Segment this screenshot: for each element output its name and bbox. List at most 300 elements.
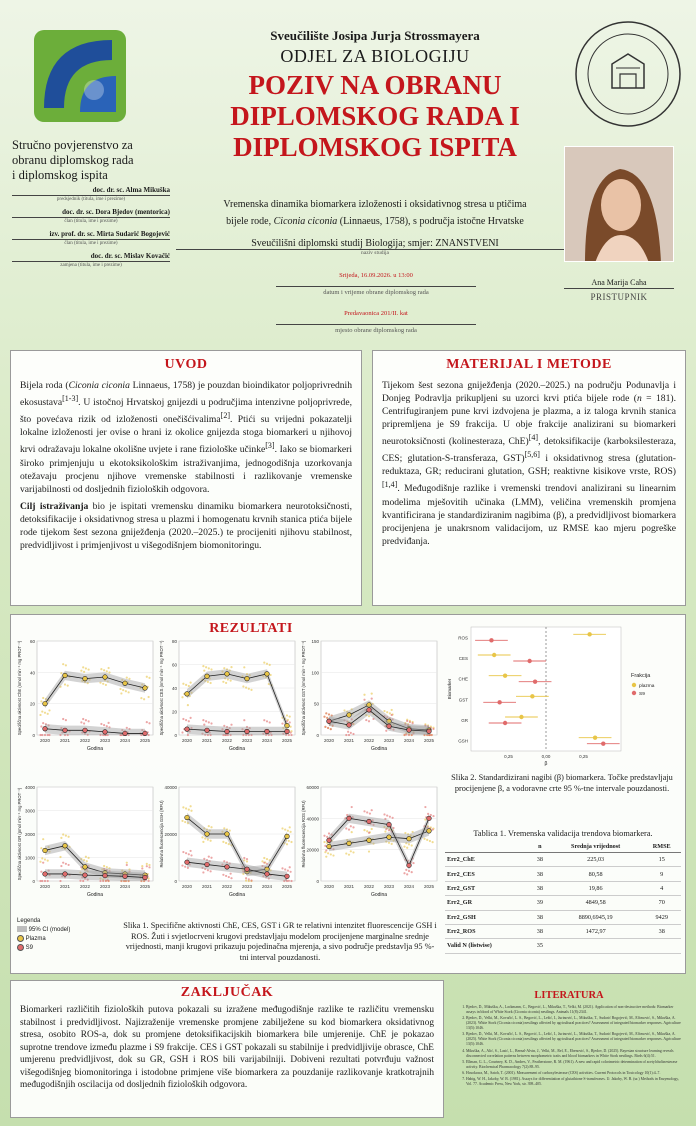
measurement-point [100, 723, 102, 725]
s9-marginal-mean [83, 728, 88, 733]
slope-estimate [519, 715, 523, 719]
measurement-point [185, 807, 187, 809]
biomarker-panel [17, 639, 153, 752]
measurement-point [40, 847, 42, 849]
measurement-point [146, 676, 148, 678]
table-header: n [531, 841, 549, 853]
student-role: PRISTUPNIK [590, 292, 648, 302]
slope-estimate [503, 721, 507, 725]
measurement-point [432, 815, 434, 817]
measurement-point [228, 876, 230, 878]
measurement-point [248, 688, 250, 690]
measurement-point [42, 838, 44, 840]
s9-marginal-mean [143, 731, 148, 736]
y-tick-label: 1000 [24, 855, 35, 861]
measurement-point [343, 709, 345, 711]
y-tick-label: 100 [311, 670, 319, 676]
measurement-point [284, 828, 286, 830]
measurement-point [348, 829, 350, 831]
measurement-point [48, 734, 50, 736]
measurement-point [222, 874, 224, 876]
table-header: RMSE [642, 841, 681, 853]
measurement-point [223, 827, 225, 829]
measurement-point [106, 670, 108, 672]
measurement-point [250, 689, 252, 691]
table-row [445, 939, 681, 953]
measurement-point [412, 862, 414, 864]
y-axis-label: Specifična aktivnost GR (pmol min⁻¹ mg PROT⁻¹) [17, 787, 22, 881]
committee-member: doc. dr. sc. Alma Mikuška predsjednik (titula, ime i prezime) [12, 186, 170, 202]
defense-datetime: Srijeda, 16.09.2026. u 13:00 [339, 272, 413, 279]
measurement-point [324, 845, 326, 847]
measurement-point [368, 850, 370, 852]
x-tick-label: 2023 [383, 884, 395, 889]
x-axis-label: Godina [86, 746, 104, 752]
table-header: Srednja vrijednost [549, 841, 643, 853]
literatura-section [452, 990, 686, 1120]
measurement-point [82, 880, 84, 882]
measurement-point [47, 860, 49, 862]
measurement-point [202, 665, 204, 667]
measurement-point [210, 668, 212, 670]
page-title: POZIV NA OBRANU DIPLOMSKOG RADA I DIPLOMSKOG ISPITA [230, 70, 520, 162]
reference-item: 3. Bjedov, D., Velki, M., Kovačić, L. S., Begović, L., Lešić, I., Jurinović, L., Mikuška, T., Sudarić Bogojević, M., Ečimović, S., Mikuška, A. (2025). White Stork (Ciconia ciconia) nestlings affected by agricultural practices? Assessment of integrated biomarker responses. Agriculture 13(5):1046. [466, 1032, 684, 1047]
measurement-point [408, 843, 410, 845]
measurement-point [230, 680, 232, 682]
measurement-point [222, 681, 224, 683]
measurement-point [432, 841, 434, 843]
y-tick-label: 20 [29, 701, 35, 707]
measurement-point [126, 727, 128, 729]
y-axis-label: Specifična aktivnost CES (nmol min⁻¹ mg PROT⁻¹) [159, 640, 164, 736]
measurement-point [371, 693, 373, 695]
measurement-point [363, 810, 365, 812]
measurement-point [208, 667, 210, 669]
y-tick-label: 0 [174, 733, 177, 738]
slope-estimate [593, 735, 597, 739]
measurement-point [363, 694, 365, 696]
measurement-point [210, 682, 212, 684]
measurement-point [352, 733, 354, 735]
x-tick-label: 2025 [281, 738, 293, 743]
student-photo [564, 146, 674, 262]
measurement-point [347, 731, 349, 733]
s9-marginal-mean [103, 873, 108, 878]
figure-2-caption: Slika 2. Standardizirani nagibi (β) biomarkera. Točke predstavljaju procijenjene β, a vodoravne crte 95 %-tne intervale pouzdanosti. [451, 773, 673, 793]
x-tick-label: 2021 [201, 738, 213, 743]
x-axis-label: Godina [86, 892, 104, 898]
measurement-point [85, 719, 87, 721]
s9-marginal-mean [367, 708, 372, 713]
measurement-point [270, 674, 272, 676]
measurement-point [243, 719, 245, 721]
plasma-marginal-mean [285, 834, 290, 839]
reference-item: 2. Bjedov, D., Velki, M., Kovačić, L. S., Begović, L., Lešić, I., Jurinović, L., Mikuška, T., Sudarić Bogojević, M., Ečimović, S., Mikuška, A. (2023). White Stork (Ciconia ciconia) nestlings affected by agricultural practices? Assessment of integrated biomarker responses. Agriculture 13(5):1046. [466, 1016, 684, 1031]
plasma-marginal-mean [63, 673, 68, 678]
measurement-point [281, 827, 283, 829]
measurement-point [330, 728, 332, 730]
measurement-point [406, 847, 408, 849]
s9-marginal-mean [387, 724, 392, 729]
measurement-point [62, 663, 64, 665]
measurement-point [383, 710, 385, 712]
plasma-marginal-mean [407, 836, 412, 841]
forest-x-tick: 0,00 [541, 754, 551, 759]
measurement-point [86, 860, 88, 862]
y-tick-label: 20 [171, 709, 177, 715]
y-axis-label: Specifična aktivnost GST (nmol min⁻¹ mg PROT⁻¹) [301, 640, 306, 736]
s9-marginal-mean [347, 816, 352, 821]
measurement-point [290, 831, 292, 833]
s9-marginal-mean [43, 726, 48, 731]
measurement-point [188, 809, 190, 811]
biomarker-label: GSH [458, 738, 468, 744]
table-cell: 4849,58 [549, 896, 643, 910]
measurement-point [325, 849, 327, 851]
s9-marginal-mean [285, 729, 290, 734]
table-cell [642, 939, 681, 953]
x-tick-label: 2022 [363, 738, 375, 743]
x-tick-label: 2023 [383, 738, 395, 743]
y-tick-label: 4000 [24, 785, 35, 790]
measurement-point [205, 666, 207, 668]
measurement-point [62, 833, 64, 835]
measurement-point [289, 826, 291, 828]
biomarker-panel [159, 785, 295, 898]
measurement-point [190, 681, 192, 683]
measurement-point [405, 869, 407, 871]
measurement-point [366, 830, 368, 832]
biomarker-label: CES [458, 656, 468, 661]
literatura-title: LITERATURA [534, 990, 604, 1001]
uvod-paragraph-2: Cilj istraživanja bio je ispitati vremensku dinamiku biomarkera neurotoksičnosti, detoksifikacije i oksidativnog stresa u plazmi i homogenatu krvnih stanica ptića bijele rode tijekom šest sezona gniježđenja (2020.–2025.) te procijeniti njihovu stabilnost, predvidljivost i primjenjivost u višegodišnjem biomonitoringu. [20, 500, 352, 551]
table-cell: 39 [531, 896, 549, 910]
measurement-point [328, 832, 330, 834]
y-tick-label: 40000 [306, 816, 319, 822]
s9-marginal-mean [245, 867, 250, 872]
y-axis-label: Specifična aktivnost ChE (nmol min⁻¹ mg PROT⁻¹) [17, 640, 22, 736]
measurement-point [141, 867, 143, 869]
measurement-point [424, 806, 426, 808]
forest-y-label: Biomarker [447, 678, 452, 700]
y-tick-label: 20000 [306, 847, 319, 853]
s9-marginal-mean [143, 875, 148, 880]
measurement-point [352, 851, 354, 853]
measurement-point [185, 852, 187, 854]
uvod-paragraph-1: Bijela roda (Ciconia ciconia Linnaeus, 1758) je pouzdan bioindikator poljoprivrednih ekosustava[1-3]. U istočnoj Hrvatskoj gnijezdi u područjima intenzivne poljoprivrede, što povećava rizik od izloženosti onečišćivalima[2]. Ptići su vrijedni pokazatelji lokalne izloženosti jer ovise o hrani iz okolice gnijezda stoga biomarkeri u njihovoj krvi odražavaju lokalne okolišne uvjete i rane fiziološke učinke[3]. Iako se biomarkeri široko primjenjuju u ekotoksikološkim istraživanjima, jednogodišnja uzorkovanja otežavaju procjenu njihove vremenske stabilnosti i razlikovanje vremenske varijabilnosti od dosljednih fizioloških odgovora. [20, 380, 353, 495]
measurement-point [140, 697, 142, 699]
measurement-point [128, 691, 130, 693]
measurement-point [188, 720, 190, 722]
measurement-point [188, 853, 190, 855]
uvod-title: UVOD [164, 357, 208, 372]
table-cell: 80,58 [549, 867, 643, 881]
measurement-point [60, 672, 62, 674]
y-tick-label: 60 [29, 639, 35, 644]
x-tick-label: 2024 [261, 738, 273, 743]
measurement-point [429, 840, 431, 842]
validation-table [445, 829, 681, 954]
s9-marginal-mean [205, 862, 210, 867]
s9-marginal-mean [205, 728, 210, 733]
table-row [445, 881, 681, 895]
measurement-point [391, 843, 393, 845]
measurement-point [83, 722, 85, 724]
measurement-point [388, 842, 390, 844]
measurement-point [350, 825, 352, 827]
measurement-point [230, 873, 232, 875]
measurement-point [430, 814, 432, 816]
defense-room-label: mjesto obrane diplomskog rada [236, 324, 516, 334]
slope-estimate [533, 679, 537, 683]
table-cell: Valid N (listwise) [445, 939, 531, 953]
table-row [445, 910, 681, 924]
measurement-point [366, 811, 368, 813]
y-tick-label: 40 [171, 686, 177, 691]
measurement-point [208, 825, 210, 827]
s9-marginal-mean [387, 822, 392, 827]
plasma-marginal-mean [367, 838, 372, 843]
measurement-point [62, 862, 64, 864]
x-axis-label: Godina [370, 892, 388, 898]
s9-marginal-mean [63, 728, 68, 733]
measurement-point [143, 698, 145, 700]
measurement-point [181, 696, 183, 698]
measurement-point [146, 721, 148, 723]
x-tick-label: 2022 [221, 738, 233, 743]
plasma-marginal-mean [103, 675, 108, 680]
university-name: Sveučilište Josipa Jurja Strossmayera [270, 28, 480, 43]
measurement-point [269, 721, 271, 723]
uvod-section [10, 350, 362, 606]
measurement-point [230, 666, 232, 668]
plasma-marginal-mean [185, 815, 190, 820]
measurement-point [408, 870, 410, 872]
measurement-point [389, 712, 391, 714]
measurement-point [41, 880, 43, 882]
measurement-point [266, 720, 268, 722]
measurement-point [65, 664, 67, 666]
metode-section [372, 350, 686, 606]
measurement-point [225, 682, 227, 684]
measurement-point [266, 858, 268, 860]
measurement-point [281, 867, 283, 869]
table-cell: Err2_ChE [445, 853, 531, 867]
table-cell: 225,03 [549, 853, 643, 867]
measurement-point [119, 688, 121, 690]
measurement-point [99, 880, 101, 882]
measurement-point [100, 668, 102, 670]
metode-paragraph: Tijekom šest sezona gniježđenja (2020.–2025.) na području Podunavlja i Donjeg Podravlja prikupljeni su uzorci krvi ptića bijele rode (n = 181). Centrifugiranjem pune krvi izdvojena je plazma, a iz taloga krvnih stanica pripremljena je S9 frakcija. U obje frakcije analizirani su biomarkeri neurotoksičnosti (kolinesteraza, ChE)[4], detoksifikacije (karboksilesteraza, CES; glutation-S-transferaza, GST)[5,6] i oksidativnog stresa (glutation-reduktaza, GR; reducirani glutation, GSH; reaktivne kisikove vrste, ROS)[1,4]. Međugodišnje razlike i vremenski trendovi analizirani su linearnim modelima mješovitih učinaka (LMM), veličina vremenskih promjena kvantificirana je standardiziranim nagibima (β), a predvidljivost biomarkera procijenjena je unakrsnom validacijom, uz RMSE kao mjeru pogreške predviđanja. [382, 380, 677, 547]
measurement-point [325, 712, 327, 714]
university-seal-icon [572, 18, 684, 130]
measurement-point [185, 684, 187, 686]
plasma-marginal-mean [143, 686, 148, 691]
plasma-marginal-mean [205, 832, 210, 837]
measurement-point [40, 700, 42, 702]
measurement-point [82, 718, 84, 720]
measurement-point [207, 839, 209, 841]
measurement-point [326, 717, 328, 719]
measurement-point [223, 667, 225, 669]
measurement-point [126, 677, 128, 679]
measurement-point [148, 880, 150, 882]
biomarker-panel [301, 639, 437, 752]
measurement-point [203, 670, 205, 672]
measurement-point [363, 829, 365, 831]
defense-datetime-label: datum i vrijeme obrane diplomskog rada [236, 286, 516, 296]
measurement-point [286, 843, 288, 845]
s9-marginal-mean [245, 729, 250, 734]
x-axis-label: Godina [370, 746, 388, 752]
slope-estimate [497, 700, 501, 704]
slope-estimate [503, 673, 507, 677]
plasma-marginal-mean [225, 672, 230, 677]
slopes-forest-plot [443, 621, 683, 771]
measurement-point [423, 838, 425, 840]
measurement-point [202, 719, 204, 721]
forest-legend-title: Frakcija [631, 673, 651, 679]
x-tick-label: 2021 [59, 738, 71, 743]
plasma-marginal-mean [123, 681, 128, 686]
x-axis-label: Godina [228, 746, 246, 752]
measurement-point [242, 685, 244, 687]
legend-ci: 95% CI (model) [17, 926, 127, 935]
measurement-point [85, 856, 87, 858]
measurement-point [350, 732, 352, 734]
measurement-point [288, 840, 290, 842]
measurement-point [245, 877, 247, 879]
measurement-point [62, 718, 64, 720]
measurement-point [106, 725, 108, 727]
measurement-point [263, 862, 265, 864]
measurement-point [432, 829, 434, 831]
measurement-point [290, 871, 292, 873]
study-program: Sveučilišni diplomski studij Biologija; smjer: ZNANSTVENI naziv studija [176, 238, 574, 256]
measurement-point [263, 662, 265, 664]
measurement-point [383, 813, 385, 815]
measurement-point [208, 856, 210, 858]
table-cell: 70 [642, 896, 681, 910]
measurement-point [352, 826, 354, 828]
x-tick-label: 2021 [343, 738, 355, 743]
measurement-point [369, 812, 371, 814]
s9-marginal-mean [265, 872, 270, 877]
measurement-point [269, 664, 271, 666]
y-axis-label: Relativna fluorescencija GSH (RFU) [159, 800, 164, 868]
x-tick-label: 2020 [39, 884, 51, 889]
y-tick-label: 80 [171, 639, 177, 644]
measurement-point [392, 817, 394, 819]
measurement-point [371, 698, 373, 700]
x-tick-label: 2021 [343, 884, 355, 889]
x-axis-label: Godina [228, 892, 246, 898]
metode-title: MATERIJAL I METODE [446, 357, 612, 372]
measurement-point [60, 837, 62, 839]
measurement-point [126, 862, 128, 864]
measurement-point [351, 831, 353, 833]
measurement-point [59, 880, 61, 882]
measurement-point [42, 862, 44, 864]
table-row [445, 896, 681, 910]
measurement-point [106, 866, 108, 868]
table-cell: 8890,6945,19 [549, 910, 643, 924]
x-tick-label: 2024 [403, 738, 415, 743]
table-header [445, 841, 531, 853]
s9-marginal-mean [427, 729, 432, 734]
table-cell: 38 [531, 910, 549, 924]
measurement-point [287, 870, 289, 872]
biomarker-panel [17, 785, 153, 898]
biomarker-label: GR [461, 718, 468, 723]
measurement-point [103, 865, 105, 867]
measurement-point [368, 720, 370, 722]
x-tick-label: 2023 [241, 738, 253, 743]
measurement-point [80, 670, 82, 672]
measurement-point [47, 880, 49, 882]
x-tick-label: 2025 [281, 884, 293, 889]
slope-estimate [530, 694, 534, 698]
plasma-marginal-mean [205, 674, 210, 679]
plasma-marginal-mean [43, 701, 48, 706]
measurement-point [389, 816, 391, 818]
table-cell: Err2_CES [445, 867, 531, 881]
committee-member: doc. dr. sc. Dora Bjedov (mentorica) član (titula, ime i prezime) [12, 208, 170, 224]
s9-marginal-mean [265, 729, 270, 734]
measurement-point [290, 880, 292, 882]
table-cell: 9429 [642, 910, 681, 924]
measurement-point [426, 839, 428, 841]
plasma-marginal-mean [63, 843, 68, 848]
measurement-point [201, 836, 203, 838]
measurement-point [64, 683, 66, 685]
y-tick-label: 0 [316, 733, 319, 738]
s9-marginal-mean [367, 819, 372, 824]
forest-legend-swatch [632, 691, 636, 695]
measurement-point [67, 685, 69, 687]
figure-1-caption: Slika 1. Specifične aktivnosti ChE, CES, GST i GR te relativni intenzitet fluorescencije GSH i ROS. Žuti i svjetlocrveni krugovi predstavljaju modelom procijenjene marginalne srednje vrijednosti, manji krugovi prikazuju pojedinačna mjerenja, a sivo područje predstavlja 95 %-tni interval pouzdanosti. [123, 921, 437, 962]
measurement-point [288, 734, 290, 736]
measurement-point [345, 852, 347, 854]
s9-marginal-mean [285, 874, 290, 879]
measurement-point [103, 669, 105, 671]
measurement-point [287, 830, 289, 832]
measurement-point [205, 720, 207, 722]
table-cell: Err2_GR [445, 896, 531, 910]
x-tick-label: 2021 [59, 884, 71, 889]
measurement-point [327, 727, 329, 729]
measurement-point [281, 722, 283, 724]
s9-marginal-mean [327, 719, 332, 724]
forest-x-tick: 0,25 [579, 754, 588, 759]
measurement-point [243, 857, 245, 859]
x-tick-label: 2023 [99, 738, 111, 743]
measurement-point [406, 720, 408, 722]
measurement-point [44, 858, 46, 860]
forest-legend-label: S9 [639, 692, 645, 697]
measurement-point [391, 714, 393, 716]
measurement-point [44, 712, 46, 714]
forest-legend-label: plazma [639, 684, 655, 689]
s9-marginal-mean [407, 863, 412, 868]
x-tick-label: 2022 [363, 884, 375, 889]
y-tick-label: 40000 [164, 785, 177, 790]
slope-estimate [601, 741, 605, 745]
measurement-point [245, 880, 247, 882]
x-tick-label: 2021 [201, 884, 213, 889]
y-tick-label: 60000 [306, 785, 319, 790]
legend-title: Legenda [17, 918, 41, 924]
